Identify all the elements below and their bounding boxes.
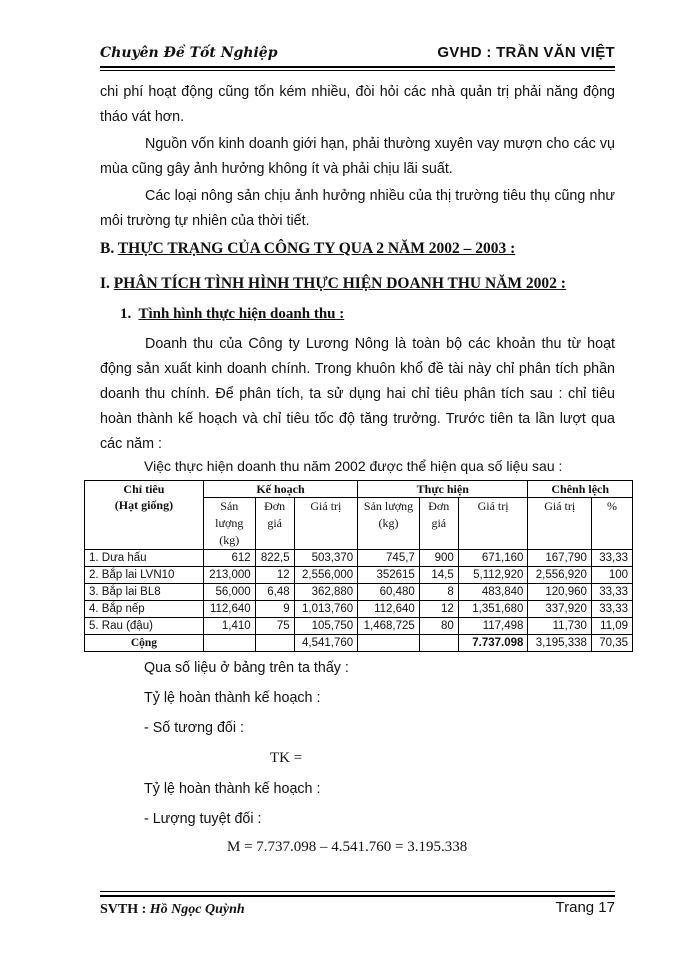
col-cl-giatri: Giá trị xyxy=(528,498,592,550)
page-number: Trang 17 xyxy=(555,899,615,916)
paragraph-2: Nguồn vốn kinh doanh giới hạn, phải thường xuyên vay mượn cho các vụ mùa cũng gây ảnh hưởng không ít và phải chịu lãi suất. xyxy=(100,136,615,177)
cell-th-dongia: 14,5 xyxy=(419,567,458,584)
col-group-chenhlech: Chênh lệch xyxy=(528,481,633,498)
footer-student xyxy=(100,902,245,918)
table-total-row xyxy=(85,635,633,652)
summary-line-4: Tỷ lệ hoàn thành kế hoạch : xyxy=(144,781,321,797)
cell-kh-giatri: 2,556,000 xyxy=(294,567,358,584)
table-row xyxy=(85,550,633,567)
cell-kh-dongia: 6,48 xyxy=(255,584,294,601)
total-kh-dongia-empty xyxy=(255,635,294,652)
cell-kh-dongia: 822,5 xyxy=(255,550,294,567)
row-name: 2. Bắp lai LVN10 xyxy=(85,567,204,584)
cell-cl-percent: 33,33 xyxy=(591,550,632,567)
formula-m: M = 7.737.098 – 4.541.760 = 3.195.338 xyxy=(227,839,468,855)
total-th-dongia-empty xyxy=(419,635,458,652)
cell-kh-dongia: 9 xyxy=(255,601,294,618)
cell-th-dongia: 900 xyxy=(419,550,458,567)
total-th-sanluong-empty xyxy=(358,635,420,652)
cell-kh-sanluong: 612 xyxy=(203,550,255,567)
cell-th-sanluong: 112,640 xyxy=(358,601,420,618)
footer-rule-thin xyxy=(100,891,615,892)
heading-i-prefix: I. xyxy=(100,275,110,292)
cell-kh-sanluong: 112,640 xyxy=(203,601,255,618)
total-kh-giatri: 4,541,760 xyxy=(294,635,358,652)
cell-kh-giatri: 503,370 xyxy=(294,550,358,567)
total-label: Cộng xyxy=(85,635,204,652)
cell-kh-sanluong: 56,000 xyxy=(203,584,255,601)
row-name: 4. Bắp nếp xyxy=(85,601,204,618)
total-th-giatri: 7.737.098 xyxy=(458,635,528,652)
formula-tk: TK = xyxy=(270,750,303,766)
col-header-chitieu-sub: (Hạt giống) xyxy=(114,498,174,512)
cell-th-giatri: 483,840 xyxy=(458,584,528,601)
cell-cl-percent: 11,09 xyxy=(591,618,632,635)
cell-cl-giatri: 167,790 xyxy=(528,550,592,567)
cell-kh-giatri: 1,013,760 xyxy=(294,601,358,618)
col-kh-giatri: Giá trị xyxy=(294,498,358,550)
heading-i xyxy=(100,275,566,293)
cell-cl-giatri: 11,730 xyxy=(528,618,592,635)
paragraph-1: chi phí hoạt động cũng tốn kém nhiều, đòi hỏi các nhà quản trị phải năng động tháo vát hơn. xyxy=(100,84,615,125)
footer-student-label: SVTH : xyxy=(100,902,147,917)
col-th-sanluong: Sản lượng (kg) xyxy=(358,498,420,550)
cell-th-sanluong: 1,468,725 xyxy=(358,618,420,635)
cell-kh-dongia: 75 xyxy=(255,618,294,635)
cell-th-giatri: 5,112,920 xyxy=(458,567,528,584)
col-cl-percent: % xyxy=(591,498,632,550)
cell-th-dongia: 80 xyxy=(419,618,458,635)
summary-line-1: Qua số liệu ở bảng trên ta thấy : xyxy=(144,660,349,676)
table-header-row-1 xyxy=(85,481,633,498)
cell-th-sanluong: 60,480 xyxy=(358,584,420,601)
cell-kh-giatri: 105,750 xyxy=(294,618,358,635)
cell-th-sanluong: 745,7 xyxy=(358,550,420,567)
table-row xyxy=(85,601,633,618)
revenue-table xyxy=(84,480,633,652)
cell-kh-giatri: 362,880 xyxy=(294,584,358,601)
summary-line-3: - Số tương đối : xyxy=(144,720,245,736)
cell-th-giatri: 117,498 xyxy=(458,618,528,635)
cell-cl-percent: 33,33 xyxy=(591,601,632,618)
cell-kh-sanluong: 1,410 xyxy=(203,618,255,635)
cell-kh-sanluong: 213,000 xyxy=(203,567,255,584)
heading-section-1-prefix: 1. xyxy=(120,306,132,322)
heading-section-1 xyxy=(120,306,344,323)
footer-student-name: Hồ Ngọc Quỳnh xyxy=(149,902,245,917)
cell-cl-giatri: 337,920 xyxy=(528,601,592,618)
table-row xyxy=(85,618,633,635)
heading-section-1-title: Tình hình thực hiện doanh thu : xyxy=(138,306,345,322)
paragraph-3: Các loại nông sản chịu ảnh hưởng nhiều của thị trường tiêu thụ cũng như môi trường tự nhiên của thời tiết. xyxy=(100,188,615,229)
summary-line-5: - Lượng tuyệt đối : xyxy=(144,811,262,827)
summary-line-2: Tỷ lệ hoàn thành kế hoạch : xyxy=(144,690,321,706)
cell-cl-giatri: 2,556,920 xyxy=(528,567,592,584)
col-group-kehoach: Kế hoạch xyxy=(203,481,357,498)
col-th-giatri: Giá trị xyxy=(458,498,528,550)
cell-cl-giatri: 120,960 xyxy=(528,584,592,601)
header-rule xyxy=(100,66,615,68)
heading-i-title: PHÂN TÍCH TÌNH HÌNH THỰC HIỆN DOANH THU NĂM 2002 : xyxy=(113,275,566,292)
heading-b-prefix: B. xyxy=(100,240,115,257)
header-rule-thin xyxy=(100,70,615,71)
cell-th-giatri: 671,160 xyxy=(458,550,528,567)
col-header-chitieu-label: Chỉ tiêu xyxy=(123,482,165,496)
cell-cl-percent: 33,33 xyxy=(591,584,632,601)
cell-cl-percent: 100 xyxy=(591,567,632,584)
row-name: 3. Bắp lai BL8 xyxy=(85,584,204,601)
col-kh-dongia: Đơn giá xyxy=(255,498,294,550)
total-kh-sanluong-empty xyxy=(203,635,255,652)
footer-rule xyxy=(100,895,615,897)
paragraph-4: Doanh thu của Công ty Lương Nông là toàn bộ các khoản thu từ hoạt động sản xuất kinh doanh chính. Trong khuôn khổ đề tài này chỉ phân tích phần doanh thu chính. Để phân tích, ta sử dụng hai chỉ tiêu phân tích sau : chỉ tiêu hoàn thành kế hoạch và chỉ tiêu tốc độ tăng trưởng. Trước tiên ta lần lượt qua các năm : xyxy=(100,336,615,452)
row-name: 5. Rau (đậu) xyxy=(85,618,204,635)
cell-th-dongia: 12 xyxy=(419,601,458,618)
total-cl-percent: 70,35 xyxy=(591,635,632,652)
col-kh-sanluong: Sản lượng (kg) xyxy=(203,498,255,550)
total-cl-giatri: 3,195,338 xyxy=(528,635,592,652)
table-row xyxy=(85,584,633,601)
col-group-thuchien: Thực hiện xyxy=(358,481,528,498)
heading-b-title: THỰC TRẠNG CỦA CÔNG TY QUA 2 NĂM 2002 – 2003 : xyxy=(117,240,516,257)
row-name: 1. Dưa hấu xyxy=(85,550,204,567)
table-row xyxy=(85,567,633,584)
col-th-dongia: Đơn giá xyxy=(419,498,458,550)
col-header-chitieu xyxy=(85,481,204,550)
cell-th-dongia: 8 xyxy=(419,584,458,601)
header-advisor: GVHD : TRẦN VĂN VIỆT xyxy=(437,44,615,61)
cell-th-sanluong: 352615 xyxy=(358,567,420,584)
cell-th-giatri: 1,351,680 xyxy=(458,601,528,618)
cell-kh-dongia: 12 xyxy=(255,567,294,584)
header-document-title: Chuyên Đề Tốt Nghiệp xyxy=(100,45,278,61)
table-caption: Việc thực hiện doanh thu năm 2002 được thể hiện qua số liệu sau : xyxy=(144,458,563,474)
heading-b xyxy=(100,240,515,258)
